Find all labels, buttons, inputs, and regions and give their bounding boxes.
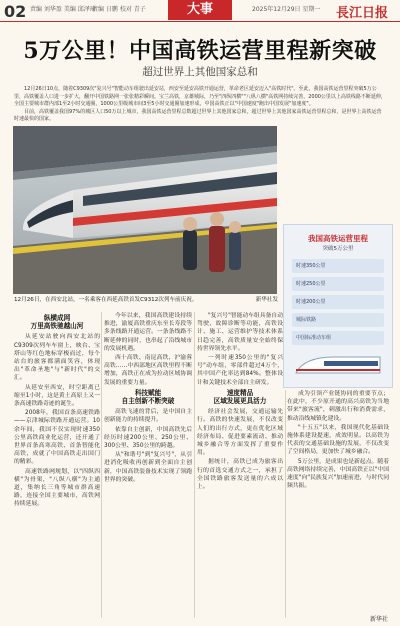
lead-paragraphs xyxy=(14,86,386,124)
article-column-2 xyxy=(104,312,192,485)
header-date: 2025年12月29日 星期一 xyxy=(252,6,321,13)
header-editors-2: 责编 日鹏 校对 青子 xyxy=(92,6,146,13)
column-divider xyxy=(285,390,286,618)
header-rule xyxy=(0,21,400,22)
body-paragraph: "复兴号"智能动车组具备自动驾驶、故障诊断等功能，高铁设计、施工、运营维护等技术体系日趋完善，高铁质量安全始终保持世界领先水平。 xyxy=(197,313,283,352)
section-subheading: 自主创新不断突破 xyxy=(121,397,175,406)
body-paragraph: 依靠自主创新，中国高铁先后经历时速200公里、250公里、300公里、350公里的跨越。 xyxy=(104,426,192,450)
article-column-1 xyxy=(14,312,100,510)
newspaper-logo: 長江日报 xyxy=(336,6,389,21)
lead-paragraph: 目前，高铁覆盖我国97%的城区人口50万以上城市，我国高铁运营里程总数超过世界上其他国家总和，超过世界上其他国家高铁运营里程总和，是世界上高铁运营时速最快的国家。 xyxy=(14,108,382,123)
infographic-row xyxy=(292,331,384,345)
section-heading: 速度精品 xyxy=(226,388,254,397)
body-paragraph: 高铁飞速的背后，是中国自主创新能力的持续提升。 xyxy=(104,409,192,424)
section-heading: 科技赋能 xyxy=(134,388,162,397)
infographic-row-label: 时速350公里 xyxy=(296,263,326,269)
infographic xyxy=(283,224,393,388)
infographic-title: 我国高铁运营里程 xyxy=(308,234,368,243)
news-photo xyxy=(13,126,277,294)
infographic-row-label: 城际铁路 xyxy=(296,317,317,323)
section-heading: 纵横成网 xyxy=(43,314,71,322)
infographic-row xyxy=(292,259,384,273)
caption-text: 12月26日，在西安北站，一名乘客在西延高铁首发C9312次列车前庆祝。 xyxy=(14,297,198,303)
body-paragraph: 5万公里，是成果也是新起点。随着高铁网络持续完善，中国高铁正以"中国速度"向"民族复兴"加速前进，与时代同频共振。 xyxy=(287,458,389,490)
body-paragraph: "十五五"以来，我国现代化基础设施体系建设提速，成效明显。以高铁为代表的交通基础设施的发展，不仅改变了空间格局，更加快了城乡融合。 xyxy=(287,424,389,456)
column-divider xyxy=(101,312,102,618)
body-paragraph: 据统计，高铁已成为旅客出行的首选交通方式之一，承担了全国铁路旅客发送量的六成以上。 xyxy=(197,459,283,491)
body-paragraph: 西十高铁、南昆高铁、沪渝蓉高铁……中西部地区高铁里程不断增加，高铁正在成为拉动区域协调发展的重要力量。 xyxy=(104,355,192,386)
photo-caption xyxy=(14,295,278,303)
section-subheading: 万里高铁驰越山河 xyxy=(30,322,84,331)
article-column-3 xyxy=(197,312,283,492)
body-paragraph: 从延安站驶向西安北站的C9309次列车车窗上，映台、宝塔山等红色地标穿梭而过，每个站台的旅客都满面笑容，体现出"革命圣地"与"新时代"的交汇。 xyxy=(14,334,100,382)
headline: 5万公里！中国高铁运营里程新突破 xyxy=(23,38,377,64)
infographic-row-label: 中国标准动车组 xyxy=(296,335,332,341)
infographic-row xyxy=(292,295,384,309)
body-paragraph: 成为引领产业链协同的重要节点；在此中，不少原开通的高兴高铁为当地带来"旅客流"，刺激出行和消费需求，推动沿线城镇化建设。 xyxy=(287,391,389,422)
section-tab: 大事 xyxy=(168,0,232,20)
infographic-subtitle: 突破5万公里 xyxy=(322,246,354,252)
subheadline: 超过世界上其他国家总和 xyxy=(142,66,258,78)
photo-credit: 新华社发 xyxy=(255,297,278,303)
high-speed-train-icon xyxy=(294,351,382,381)
body-paragraph: 从"和谐号"到"复兴号"，从引进消化吸收再创新到全面自主创新，中国高铁装备技术实现了领跑世界的突破。 xyxy=(104,452,192,483)
body-paragraph: 高速铁路网规划，以"四纵四横"为骨架，"八纵八横"为主通道，集纳长三角等城市群高速路，连接全国主要城市，高铁网持续延展。 xyxy=(14,468,100,508)
section-subheading: 区域发展更具活力 xyxy=(213,397,267,406)
body-paragraph: 从延安至西安，时空距离已缩至1小时，这是黄土高原上又一条高速铁路奇迹的诞生。 xyxy=(14,384,100,408)
train-station-photo xyxy=(13,126,277,294)
lead-paragraph: 12月26日10点，随着C9309次"复兴号"智能动车组驶出延安站，西安至延安高铁开通运营，革命老区延安迈入"高铁时代"。至此，我国高铁运营里程突破5万公里，高铁覆盖人口进一步扩大，翻开中国铁路网一张张精彩瞬间。宝兰高铁，京雄城际，乃至"四纵四横""八纵八横"高铁网持续完善，2000公里以上高铁线路不断延伸，全国主要城市群内部1至2小时交通圈，1000公里级城市间3至5小时交通圈加速形成，中国高铁正以"中国速度"跑出中国发展"加速度"。 xyxy=(14,86,386,108)
body-paragraph: 一列时速350公里的"复兴号"动车组，零部件超过4万个，其中国产化率达到84%。整体设计和关键技术全部自主研发。 xyxy=(197,355,283,386)
header-editors: 责编 刘华盈 美编 邱泽琦 xyxy=(30,6,96,13)
infographic-row xyxy=(292,277,384,291)
body-paragraph: 今年以来，我国高铁建设持续推进，渝厦高铁重庆东至长寿段等多条线路开通运营。一条条线路不断延伸的同时，也串起了沿线城市的发展机遇。 xyxy=(104,313,192,352)
article-column-4 xyxy=(287,390,389,491)
body-paragraph: 2008年，我国首条高速铁路——京津城际铁路开通运营。10余年间，我国不仅实现时速350公里高铁商业化运营，还开通了世界首条高寒高铁、首条智能化高铁，成就了中国高铁走出国门的精彩。 xyxy=(14,410,100,466)
infographic-row-label: 时速250公里 xyxy=(296,281,326,287)
page-header xyxy=(0,0,400,22)
page-number: 02 xyxy=(4,2,27,21)
body-paragraph: 经济社会发展，交通运输先行。高铁的快速发展，不仅改变人们的出行方式，更在优化区域经济布局、促进要素流动、推动城乡融合等方面发挥了重要作用。 xyxy=(197,409,283,457)
infographic-row-label: 时速200公里 xyxy=(296,299,326,305)
column-divider xyxy=(194,312,195,618)
article-byline: 新华社 xyxy=(369,616,388,623)
infographic-row xyxy=(292,313,384,327)
